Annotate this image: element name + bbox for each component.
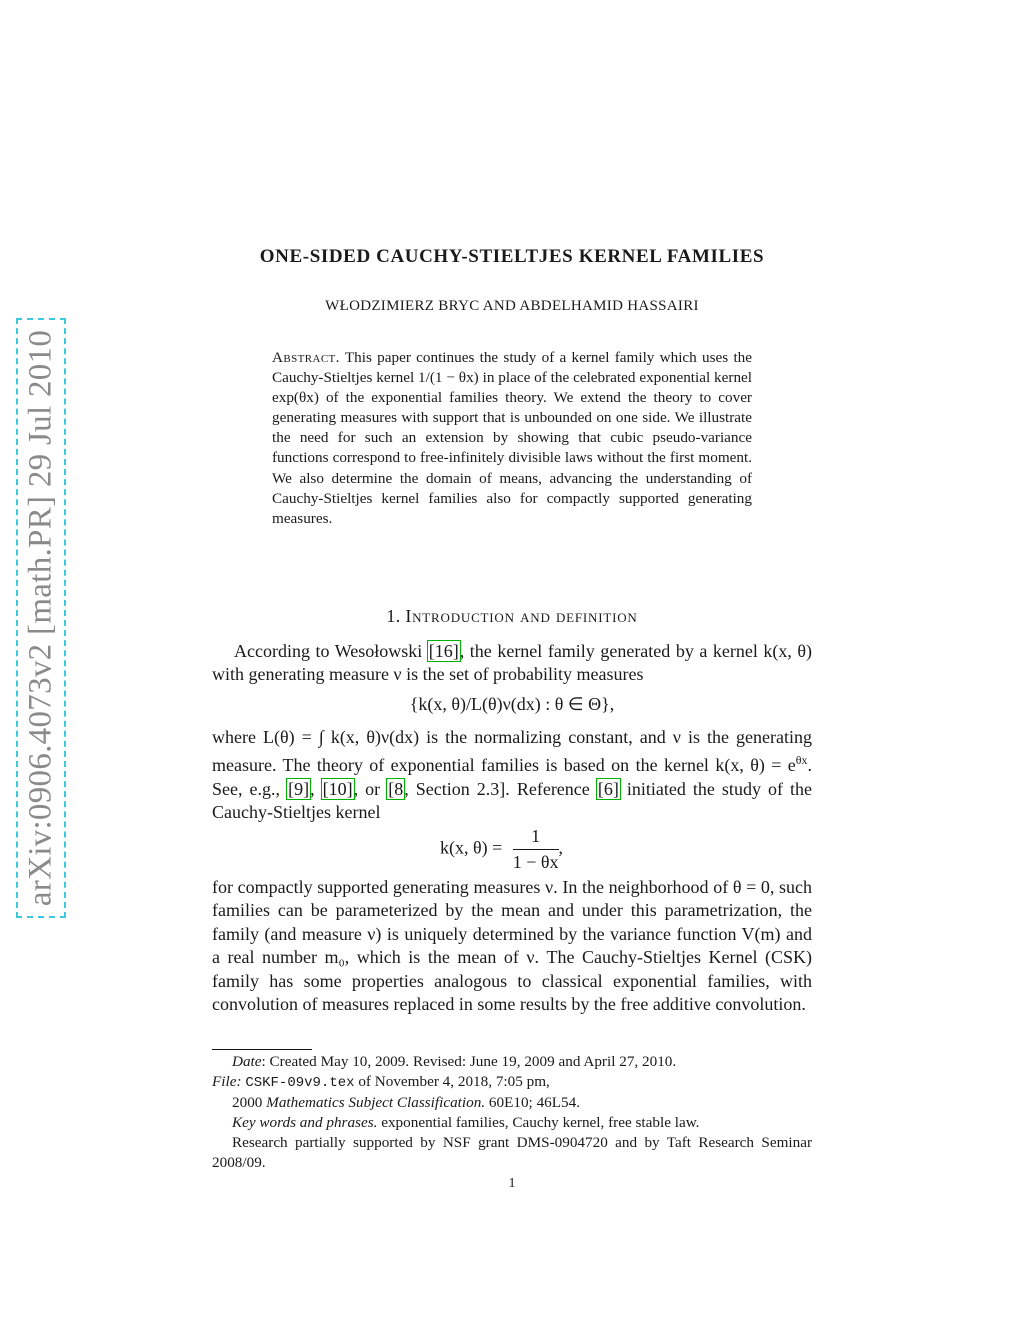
file-name: CSKF-09v9.tex bbox=[245, 1075, 355, 1091]
paragraph-intro bbox=[212, 640, 812, 687]
citation-link[interactable]: [6] bbox=[597, 778, 619, 799]
date-text: : Created May 10, 2009. Revised: June 19, 2009 and April 27, 2010. bbox=[261, 1053, 677, 1070]
keywords-label: Key words and phrases. bbox=[232, 1114, 378, 1131]
paragraph-csk: for compactly supported generating measures ν. In the neighborhood of θ = 0, such families can be parameterized by the mean and under this parametrization, the family (and measure ν) is uniquely determined by the variance function V(m) and a real number m₀, which is the mean of ν. The Cauchy-Stieltjes Kernel (CSK) family has some properties analogous to classical exponential families, with convolution of measures replaced in some results by the free additive convolution. bbox=[212, 877, 812, 1015]
citation-link[interactable]: [9] bbox=[288, 778, 310, 799]
fraction bbox=[513, 826, 559, 873]
section-number: 1. bbox=[386, 606, 401, 626]
abstract-text: This paper continues the study of a kernel family which uses the Cauchy-Stieltjes kernel 1/(1 − θx) in place of the celebrated exponential kernel exp(θx) of the exponential families theory. We extend the theory to cover generating measures with support that is unbounded on one side. We illustrate the need for such an extension by showing that cubic pseudo-variance functions correspond to free-infinitely divisible laws without the first moment. We also determine the domain of means, advancing the understanding of Cauchy-Stieltjes kernel families also for compactly supported generating measures. bbox=[272, 349, 752, 527]
para2-text-5: , Section 2.3]. Reference bbox=[404, 778, 597, 799]
footnote-keywords bbox=[212, 1113, 812, 1133]
para1-text-a: According to Wesołowski bbox=[234, 641, 428, 661]
para2-text-4: , or bbox=[353, 778, 388, 799]
citation-link[interactable]: [8 bbox=[388, 778, 404, 799]
footnote-date bbox=[212, 1052, 812, 1072]
footnote-support: Research partially supported by NSF grant DMS-0904720 and by Taft Research Seminar 2008/09. bbox=[212, 1134, 812, 1171]
equation-tail: , bbox=[558, 837, 564, 858]
para2-text-3: , bbox=[310, 778, 322, 799]
para2-text-6: initiated the study of the Cauchy-Stieltjes kernel bbox=[212, 778, 813, 823]
file-text: of November 4, 2018, 7:05 pm, bbox=[354, 1073, 550, 1090]
abstract bbox=[272, 348, 752, 529]
paragraph-normalizing bbox=[212, 726, 812, 825]
abstract-label: Abstract. bbox=[272, 349, 340, 366]
exponent: θx bbox=[795, 753, 808, 768]
para1-text-b: , the kernel family generated by a kernel k(x, θ) with generating measure ν is the set of probability measures bbox=[212, 641, 812, 685]
equation-lhs: k(x, θ) = bbox=[440, 837, 503, 858]
arxiv-stamp-text: arXiv:0906.4073v2 [math.PR] 29 Jul 2010 bbox=[22, 329, 59, 907]
section-heading bbox=[0, 606, 1024, 627]
equation-kernel-family: {k(x, θ)/L(θ)ν(dx) : θ ∈ Θ}, bbox=[409, 694, 615, 714]
citation-link[interactable]: [16] bbox=[428, 641, 459, 661]
paper-authors: WŁODZIMIERZ BRYC AND ABDELHAMID HASSAIRI bbox=[325, 298, 699, 314]
fraction-numerator: 1 bbox=[513, 826, 559, 850]
paper-title: ONE-SIDED CAUCHY-STIELTJES KERNEL FAMILIES bbox=[259, 246, 765, 267]
equation-cauchy-kernel bbox=[440, 826, 563, 873]
footnote-rule bbox=[212, 1049, 312, 1050]
msc-year: 2000 bbox=[232, 1094, 267, 1111]
section-title: Introduction and definition bbox=[405, 606, 638, 626]
fraction-denominator: 1 − θx bbox=[512, 852, 559, 872]
date-label: Date bbox=[232, 1053, 262, 1070]
para2-text-1: where L(θ) = ∫ k(x, θ)ν(dx) is the normalizing constant, and ν is the generating measure. The theory of exponential families is based on the kernel k(x, θ) = e bbox=[212, 727, 812, 776]
msc-label: Mathematics Subject Classification. bbox=[266, 1094, 486, 1111]
footnote-msc bbox=[212, 1093, 812, 1113]
citation-link[interactable]: [10] bbox=[322, 778, 353, 799]
page-number: 1 bbox=[508, 1176, 516, 1191]
footnote-file bbox=[212, 1072, 812, 1093]
keywords-text: exponential families, Cauchy kernel, free stable law. bbox=[377, 1114, 700, 1131]
para2-text-2: . See, e.g., bbox=[212, 755, 812, 799]
file-label: File: bbox=[212, 1073, 242, 1090]
msc-codes: 60E10; 46L54. bbox=[485, 1094, 581, 1111]
